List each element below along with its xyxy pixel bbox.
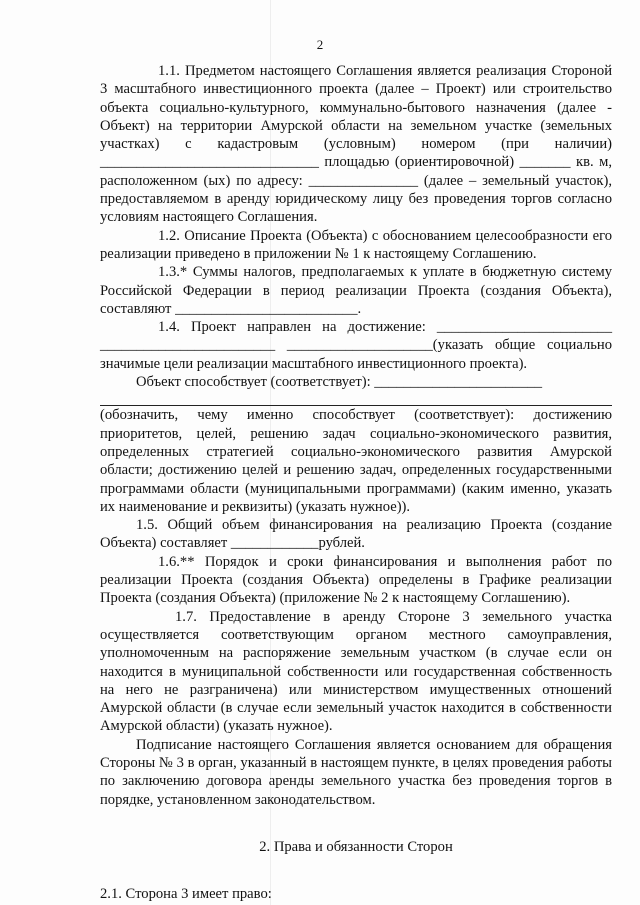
clause-1-6: 1.6.** Порядок и сроки финансирования и выполнения работ по реализации Проекта (создания Объекта) определены в Графике реализации Проекта (создания Объекта) (приложение № 2 к настоящему Соглашению). [100, 553, 612, 607]
object-supports-explanation: (обозначить, чему именно способствует (соответствует): достижению приоритетов, целей, решению задач социально-экономического развития, определенных стратегией социально-экономического развития Амурской области; достижению целей и решению задач, определенных государственными программами области (муниципальными программами) (каким именно, указать их наименование и реквизиты) (указать нужное)). [100, 407, 612, 515]
blank-line [100, 393, 612, 406]
clause-1-4: 1.4. Проект направлен на достижение: ________________________ ________________________ ____________________(указать общие социально значимые цели реализации масштабного инвестиционного проекта). [100, 319, 612, 372]
clause-1-1: 1.1. Предметом настоящего Соглашения является реализация Стороной 3 масштабного инвестиционного проекта (далее – Проект) или строительство объекта социально-культурного, коммунально-бытового назначения (далее - Объект) на территории Амурской области на земельном участке (земельных участках) с кадастровым (условным) номером (при наличии) ______________________________ площадью (ориентировочной) _______ кв. м, расположенном (ых) по адресу: _______________ (далее – земельный участок), предоставляемом в аренду юридическому лицу без проведения торгов согласно условиям настоящего Соглашения. [100, 63, 612, 226]
clause-1-5: 1.5. Общий объем финансирования на реализацию Проекта (создание Объекта) составляет ____________рублей. [100, 517, 612, 552]
clause-1-3: 1.3.* Суммы налогов, предполагаемых к уплате в бюджетную систему Российской Федерации в период реализации Проекта (создания Объекта), составляют _________________________. [100, 264, 612, 317]
section-heading: 2. Права и обязанности Сторон [259, 838, 453, 855]
clause-2-1: 2.1. Сторона 3 имеет право: [100, 886, 272, 903]
page-number: 2 [316, 37, 324, 52]
clause-1-7: 1.7. Предоставление в аренду Стороне 3 земельного участка осуществляется соответствующим органом местного самоуправления, уполномоченным на распоряжение земельным участком (в случае если он находится в муниципальной собственности или государственная собственность на него не разграничена) или министерством имущественных отношений Амурской области (в случае если земельный участок находится в собственности Амурской области) (указать нужное). [100, 608, 612, 735]
object-supports: Объект способствует (соответствует): _______________________ [136, 374, 543, 391]
document-body [100, 62, 612, 903]
clause-1-2: 1.2. Описание Проекта (Объекта) с обоснованием целесообразности его реализации приведено в приложении № 1 к настоящему Соглашению. [100, 227, 612, 262]
signing-basis: Подписание настоящего Соглашения является основанием для обращения Стороны № 3 в орган, указанный в настоящем пункте, в целях проведения работы по заключению договора аренды земельного участка без проведения торгов в порядке, установленном законодательством. [100, 736, 612, 808]
